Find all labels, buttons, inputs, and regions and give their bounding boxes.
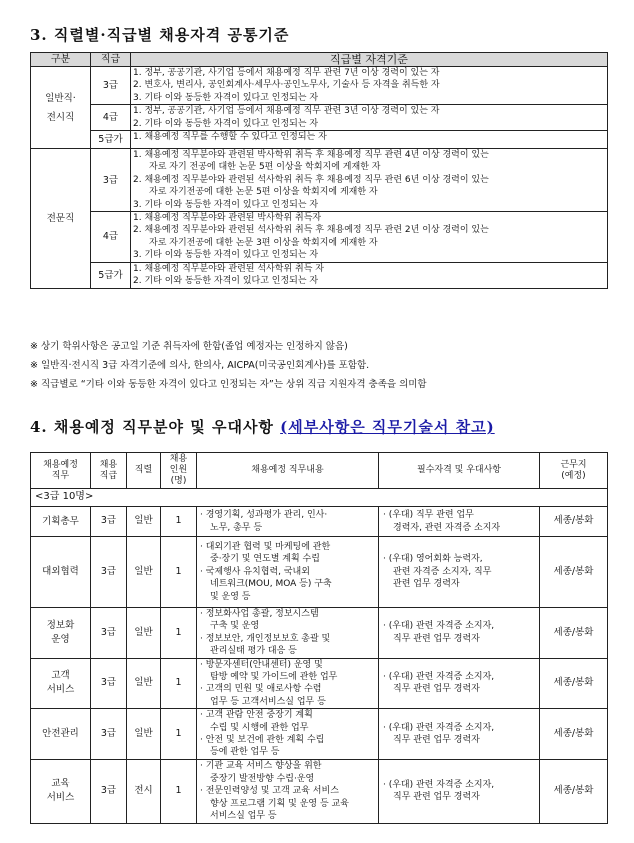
category-label: 전시직: [46, 111, 75, 123]
duty-line: · 정보화사업 총괄, 정보시스템: [200, 609, 319, 619]
field-cell: [31, 709, 91, 760]
criteria-cell: [131, 149, 608, 212]
qualification-line: 경력자, 관련 자격증 소지자: [393, 522, 501, 533]
category-cell: [31, 67, 91, 149]
location-cell: 세종/봉화: [540, 709, 608, 760]
header-qualifications: 필수자격 및 우대사항: [379, 453, 540, 489]
qualification-line: 직무 관련 업무 경력자: [393, 684, 480, 695]
location-cell: 세종/봉화: [540, 608, 608, 659]
criteria-row: [31, 105, 608, 131]
duty-line: · 국제행사 유치협력, 국내외: [200, 566, 310, 577]
criteria-item: 1. 채용예정 직무분야와 관련된 석사학위 취득 자: [133, 263, 324, 274]
grade-cell: 3급: [91, 759, 127, 823]
section4-title-reference: (세부사항은 직무기술서 참고): [280, 418, 495, 436]
criteria-item: 1. 채용예정 직무분야와 관련된 박사학위 취득자: [133, 213, 322, 224]
field-label: 서비스: [46, 684, 75, 696]
qualification-criteria-table: [30, 52, 608, 289]
duty-line: 네트워크(MOU, MOA 등) 구축: [210, 579, 332, 590]
grade-cell: 4급: [91, 212, 131, 263]
job-row: [31, 759, 608, 823]
qualifications-cell: [379, 507, 540, 537]
criteria-cell: [131, 105, 608, 131]
criteria-cell: [131, 131, 608, 149]
criteria-row: [31, 149, 608, 212]
duty-line: 관리실태 평가 대응 등: [210, 646, 297, 657]
qualification-line: 직무 관련 업무 경력자: [393, 633, 480, 644]
qualification-line: · (우대) 관련 자격증 소지자,: [383, 779, 495, 790]
criteria-row: [31, 131, 608, 149]
qualification-line: 직무 관련 업무 경력자: [393, 735, 480, 746]
criteria-item: 3. 기타 이와 동등한 자격이 있다고 인정되는 자: [133, 92, 319, 103]
duty-line: 향상 프로그램 기획 및 운영 등 교육: [210, 798, 349, 809]
grade-cell: 5급가: [91, 131, 131, 149]
criteria-item: 2. 채용예정 직무분야와 관련된 석사학위 취득 후 채용예정 직무 관련 6년 이상 경력이 있는: [133, 174, 489, 185]
qualification-line: 관련 업무 경력자: [393, 579, 460, 590]
field-cell: [31, 759, 91, 823]
qualification-line: · (우대) 관련 자격증 소지자,: [383, 722, 495, 733]
series-cell: 일반: [127, 507, 161, 537]
duty-line: 중장기 발전방향 수립·운영: [210, 773, 315, 784]
field-label: 고객: [51, 670, 70, 682]
job-body: [31, 489, 608, 824]
field-label: 대외협력: [42, 566, 79, 577]
header-hire-grade: 채용 직급: [91, 453, 127, 489]
job-row: [31, 537, 608, 608]
count-cell: 1: [161, 608, 197, 659]
duty-line: · 기관 교육 서비스 향상을 위한: [200, 761, 322, 772]
field-label: 교육: [51, 778, 70, 790]
grade-group-label: <3급 10명>: [31, 489, 608, 507]
criteria-item: 자로 자기전공에 대한 논문 5편 이상을 학회지에 게재한 자: [149, 187, 378, 198]
count-cell: 1: [161, 709, 197, 760]
header-category: 구분: [31, 53, 91, 67]
criteria-cell: [131, 212, 608, 263]
duties-cell: [197, 658, 379, 709]
count-cell: 1: [161, 759, 197, 823]
grade-group-row: [31, 489, 608, 507]
criteria-item: 2. 기타 이와 동등한 자격이 있다고 인정되는 자: [133, 276, 319, 287]
notes: [30, 337, 427, 394]
duty-line: 구축 및 운영: [210, 621, 260, 632]
qualification-line: · (우대) 관련 자격증 소지자,: [383, 621, 495, 632]
header-criteria: 직급별 자격기준: [131, 53, 608, 67]
field-label: 운영: [51, 633, 70, 645]
field-label: 정보화: [46, 619, 75, 631]
series-cell: 일반: [127, 658, 161, 709]
grade-cell: 3급: [91, 537, 127, 608]
series-cell: 일반: [127, 709, 161, 760]
duty-line: · 고객 관람 안전 중장기 계획: [200, 710, 313, 721]
criteria-row: [31, 262, 608, 288]
criteria-row: [31, 212, 608, 263]
count-cell: 1: [161, 658, 197, 709]
duties-cell: [197, 608, 379, 659]
grade-cell: 3급: [91, 709, 127, 760]
note-item: ※ 상기 학위사항은 공고일 기준 취득자에 한함(졸업 예정자는 인정하지 않음): [30, 341, 348, 352]
duty-line: · 대외기관 협력 및 마케팅에 관한: [200, 541, 331, 552]
note-item: ※ 직급별로 “기타 이와 동등한 자격이 있다고 인정되는 자”는 상위 직급 지원자격 충족을 의미함: [30, 379, 427, 390]
grade-cell: 4급: [91, 105, 131, 131]
grade-cell: 3급: [91, 149, 131, 212]
header-count: 채용 인원 (명): [161, 453, 197, 489]
duty-line: · 경영기획, 성과평가 관리, 인사·: [200, 510, 328, 521]
note-item: ※ 일반직·전시직 3급 자격기준에 의사, 한의사, AICPA(미국공인회계사)를 포함함.: [30, 360, 370, 371]
qualification-line: · (우대) 관련 자격증 소지자,: [383, 672, 495, 683]
duty-line: · 고객의 민원 및 애로사항 수렴: [200, 684, 322, 695]
criteria-item: 2. 채용예정 직무분야와 관련된 석사학위 취득 후 채용예정 직무 관련 2년 이상 경력이 있는: [133, 225, 489, 236]
job-row: [31, 709, 608, 760]
duties-cell: [197, 507, 379, 537]
duties-cell: [197, 709, 379, 760]
criteria-cell: [131, 262, 608, 288]
qualification-line: 관련 자격증 소지자, 직무: [393, 566, 492, 577]
criteria-item: 3. 기타 이와 동등한 자격이 있다고 인정되는 자: [133, 250, 319, 261]
count-cell: 1: [161, 507, 197, 537]
grade-cell: 3급: [91, 608, 127, 659]
field-label: 안전관리: [42, 728, 79, 740]
location-cell: 세종/봉화: [540, 507, 608, 537]
criteria-item: 2. 기타 이와 동등한 자격이 있다고 인정되는 자: [133, 118, 319, 129]
duty-line: 노무, 총무 등: [210, 522, 263, 533]
category-label: 일반직·: [45, 92, 76, 104]
section4-title-text: 4. 채용예정 직무분야 및 우대사항: [30, 418, 274, 436]
category-cell: [31, 149, 91, 288]
duty-line: 및 운영 등: [210, 591, 251, 602]
section3-title: 3. 직렬별·직급별 채용자격 공통기준: [30, 26, 290, 44]
duty-line: 수립 및 시행에 관한 업무: [210, 722, 309, 733]
criteria-cell: [131, 67, 608, 105]
grade-cell: 3급: [91, 658, 127, 709]
header-series: 직렬: [127, 453, 161, 489]
series-cell: 전시: [127, 759, 161, 823]
criteria-item: 자로 자기전공에 대한 논문 3편 이상을 학회지에 게재한 자: [149, 237, 378, 248]
duty-line: 서비스실 업무 등: [210, 810, 277, 821]
count-cell: 1: [161, 537, 197, 608]
criteria-header-row: [31, 53, 608, 67]
field-cell: [31, 507, 91, 537]
header-location: 근무지 (예정): [540, 453, 608, 489]
criteria-row: [31, 67, 608, 105]
field-cell: [31, 537, 91, 608]
criteria-item: 1. 정부, 공공기관, 사기업 등에서 채용예정 직무 관련 3년 이상 경력이 있는 자: [133, 106, 440, 117]
qualifications-cell: [379, 709, 540, 760]
qualifications-cell: [379, 608, 540, 659]
job-row: [31, 658, 608, 709]
field-label: 기획총무: [42, 515, 79, 527]
duty-line: · 정보보안, 개인정보보호 총괄 및: [200, 633, 331, 644]
series-cell: 일반: [127, 608, 161, 659]
location-cell: 세종/봉화: [540, 658, 608, 709]
criteria-item: 3. 기타 이와 동등한 자격이 있다고 인정되는 자: [133, 199, 319, 210]
grade-cell: 3급: [91, 507, 127, 537]
criteria-item: 1. 정부, 공공기관, 사기업 등에서 채용예정 직무 관련 7년 이상 경력이 있는 자: [133, 68, 440, 78]
job-header-row: [31, 453, 608, 489]
section4-title: [30, 416, 495, 437]
criteria-body: [31, 67, 608, 289]
duty-line: 중·장기 및 연도별 계획 수립: [210, 554, 320, 565]
field-cell: [31, 658, 91, 709]
duty-line: 업무 등 고객서비스실 업무 등: [210, 696, 326, 707]
qualifications-cell: [379, 759, 540, 823]
duties-cell: [197, 537, 379, 608]
duty-line: 등에 관한 업무 등: [210, 747, 280, 758]
qualification-line: · (우대) 영어회화 능력자,: [383, 554, 483, 565]
criteria-item: 자로 자기 전공에 대한 논문 5편 이상을 학회지에 게재한 자: [149, 162, 381, 173]
grade-cell: 5급가: [91, 262, 131, 288]
duty-line: · 방문자센터(안내센터) 운영 및: [200, 659, 323, 670]
job-row: [31, 507, 608, 537]
duty-line: · 안전 및 보건에 관한 계획 수립: [200, 735, 325, 746]
category-label: 전문직: [46, 212, 75, 224]
series-cell: 일반: [127, 537, 161, 608]
field-label: 서비스: [46, 792, 75, 804]
criteria-item: 1. 채용예정 직무를 수행할 수 있다고 인정되는 자: [133, 132, 327, 143]
criteria-item: 2. 변호사, 변리사, 공인회계사·세무사·공인노무사, 기술사 등 자격을 취득한 자: [133, 80, 440, 91]
job-fields-table: [30, 452, 608, 824]
qualifications-cell: [379, 658, 540, 709]
grade-cell: 3급: [91, 67, 131, 105]
location-cell: 세종/봉화: [540, 759, 608, 823]
location-cell: 세종/봉화: [540, 537, 608, 608]
duty-line: 탐방 예약 및 가이드에 관한 업무: [210, 672, 338, 683]
duties-cell: [197, 759, 379, 823]
job-row: [31, 608, 608, 659]
header-duties: 채용예정 직무내용: [197, 453, 379, 489]
qualification-line: · (우대) 직무 관련 업무: [383, 510, 474, 521]
qualification-line: 직무 관련 업무 경력자: [393, 792, 480, 803]
duty-line: · 전문인력양성 및 고객 교육 서비스: [200, 786, 339, 797]
qualifications-cell: [379, 537, 540, 608]
criteria-item: 1. 채용예정 직무분야와 관련된 박사학위 취득 후 채용예정 직무 관련 4년 이상 경력이 있는: [133, 150, 489, 161]
header-grade: 직급: [91, 53, 131, 67]
header-field: 채용예정 직무: [31, 453, 91, 489]
field-cell: [31, 608, 91, 659]
